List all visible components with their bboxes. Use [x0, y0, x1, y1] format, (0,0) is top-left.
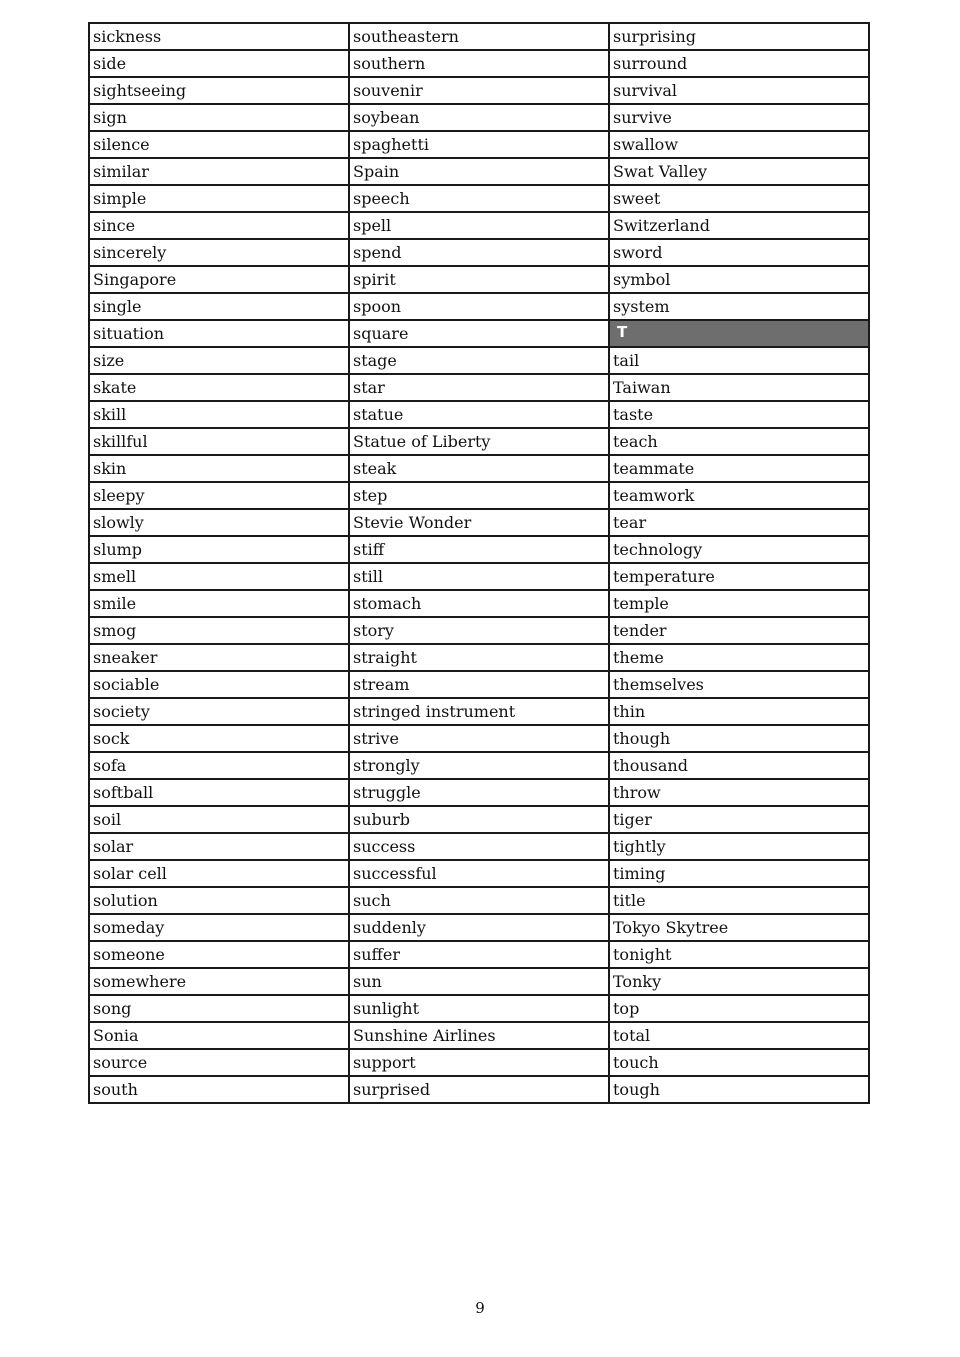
word-cell: suburb	[349, 806, 609, 833]
word-cell: Spain	[349, 158, 609, 185]
word-cell: slowly	[89, 509, 349, 536]
word-cell: such	[349, 887, 609, 914]
table-row	[89, 455, 869, 482]
word-cell: southeastern	[349, 23, 609, 50]
table-row	[89, 1022, 869, 1049]
word-cell: throw	[609, 779, 869, 806]
table-row	[89, 995, 869, 1022]
word-cell: sword	[609, 239, 869, 266]
word-cell: skin	[89, 455, 349, 482]
word-cell: thousand	[609, 752, 869, 779]
word-cell: sleepy	[89, 482, 349, 509]
word-cell: themselves	[609, 671, 869, 698]
word-cell: skate	[89, 374, 349, 401]
word-cell: slump	[89, 536, 349, 563]
word-cell: sweet	[609, 185, 869, 212]
word-cell: stiff	[349, 536, 609, 563]
table-row	[89, 212, 869, 239]
table-row	[89, 374, 869, 401]
word-cell: stringed instrument	[349, 698, 609, 725]
table-row	[89, 158, 869, 185]
table-row	[89, 779, 869, 806]
word-cell: temple	[609, 590, 869, 617]
word-cell: sunlight	[349, 995, 609, 1022]
word-cell: success	[349, 833, 609, 860]
table-row	[89, 860, 869, 887]
word-cell: stomach	[349, 590, 609, 617]
word-cell: strive	[349, 725, 609, 752]
table-row	[89, 833, 869, 860]
word-cell: suddenly	[349, 914, 609, 941]
word-cell: still	[349, 563, 609, 590]
word-cell: taste	[609, 401, 869, 428]
word-cell: sofa	[89, 752, 349, 779]
word-cell: surprising	[609, 23, 869, 50]
word-cell: tightly	[609, 833, 869, 860]
table-row	[89, 1076, 869, 1103]
word-cell: sociable	[89, 671, 349, 698]
word-cell: soil	[89, 806, 349, 833]
word-cell: soybean	[349, 104, 609, 131]
word-cell: total	[609, 1022, 869, 1049]
table-row	[89, 698, 869, 725]
word-cell: side	[89, 50, 349, 77]
table-row	[89, 428, 869, 455]
word-cell: smog	[89, 617, 349, 644]
table-row	[89, 914, 869, 941]
table-row	[89, 131, 869, 158]
word-cell: surround	[609, 50, 869, 77]
word-cell: teach	[609, 428, 869, 455]
table-row	[89, 671, 869, 698]
word-cell: spell	[349, 212, 609, 239]
word-cell: surprised	[349, 1076, 609, 1103]
word-cell: Sonia	[89, 1022, 349, 1049]
word-cell: sincerely	[89, 239, 349, 266]
word-cell: strongly	[349, 752, 609, 779]
table-row	[89, 347, 869, 374]
word-cell: solution	[89, 887, 349, 914]
word-cell: survival	[609, 77, 869, 104]
word-cell: title	[609, 887, 869, 914]
word-cell: step	[349, 482, 609, 509]
word-cell: statue	[349, 401, 609, 428]
word-cell: Stevie Wonder	[349, 509, 609, 536]
word-cell: touch	[609, 1049, 869, 1076]
word-cell: southern	[349, 50, 609, 77]
word-cell: simple	[89, 185, 349, 212]
word-cell: Swat Valley	[609, 158, 869, 185]
vocabulary-rows	[89, 23, 869, 1103]
word-cell: successful	[349, 860, 609, 887]
word-cell: solar	[89, 833, 349, 860]
word-cell: star	[349, 374, 609, 401]
word-cell: sightseeing	[89, 77, 349, 104]
word-cell: speech	[349, 185, 609, 212]
word-cell: teamwork	[609, 482, 869, 509]
word-cell: theme	[609, 644, 869, 671]
vocabulary-table	[88, 22, 870, 1104]
table-row	[89, 968, 869, 995]
word-cell: top	[609, 995, 869, 1022]
word-cell: steak	[349, 455, 609, 482]
word-cell: Sunshine Airlines	[349, 1022, 609, 1049]
word-cell: tiger	[609, 806, 869, 833]
word-cell: softball	[89, 779, 349, 806]
word-cell: thin	[609, 698, 869, 725]
word-cell: tail	[609, 347, 869, 374]
table-row	[89, 806, 869, 833]
word-cell: symbol	[609, 266, 869, 293]
page-number: 9	[475, 1299, 485, 1317]
word-cell: tear	[609, 509, 869, 536]
table-row	[89, 536, 869, 563]
table-row	[89, 887, 869, 914]
word-cell: stream	[349, 671, 609, 698]
word-cell: temperature	[609, 563, 869, 590]
word-cell: though	[609, 725, 869, 752]
word-cell: someday	[89, 914, 349, 941]
word-cell: single	[89, 293, 349, 320]
word-cell: someone	[89, 941, 349, 968]
word-cell: swallow	[609, 131, 869, 158]
word-cell: sock	[89, 725, 349, 752]
table-row	[89, 617, 869, 644]
word-cell: tender	[609, 617, 869, 644]
word-cell: system	[609, 293, 869, 320]
table-row	[89, 590, 869, 617]
table-row	[89, 725, 869, 752]
word-cell: spoon	[349, 293, 609, 320]
word-cell: timing	[609, 860, 869, 887]
table-row	[89, 50, 869, 77]
word-cell: stage	[349, 347, 609, 374]
word-cell: square	[349, 320, 609, 347]
word-cell: similar	[89, 158, 349, 185]
word-cell: source	[89, 1049, 349, 1076]
word-cell: sign	[89, 104, 349, 131]
word-cell: spend	[349, 239, 609, 266]
word-cell: straight	[349, 644, 609, 671]
table-row	[89, 509, 869, 536]
word-cell: society	[89, 698, 349, 725]
word-cell: since	[89, 212, 349, 239]
word-cell: spirit	[349, 266, 609, 293]
table-row	[89, 77, 869, 104]
word-cell: sickness	[89, 23, 349, 50]
word-cell: song	[89, 995, 349, 1022]
table-row	[89, 266, 869, 293]
word-cell: somewhere	[89, 968, 349, 995]
word-cell: south	[89, 1076, 349, 1103]
word-cell: tonight	[609, 941, 869, 968]
table-row	[89, 1049, 869, 1076]
table-row	[89, 941, 869, 968]
word-cell: sneaker	[89, 644, 349, 671]
table-row	[89, 320, 869, 347]
word-cell: Singapore	[89, 266, 349, 293]
table-row	[89, 293, 869, 320]
word-cell: Switzerland	[609, 212, 869, 239]
word-cell: technology	[609, 536, 869, 563]
word-cell: story	[349, 617, 609, 644]
table-row	[89, 752, 869, 779]
word-cell: suffer	[349, 941, 609, 968]
word-cell: Taiwan	[609, 374, 869, 401]
table-row	[89, 563, 869, 590]
section-header-cell: T	[609, 320, 869, 347]
word-cell: survive	[609, 104, 869, 131]
word-cell: souvenir	[349, 77, 609, 104]
table-row	[89, 185, 869, 212]
word-cell: sun	[349, 968, 609, 995]
table-row	[89, 644, 869, 671]
word-cell: situation	[89, 320, 349, 347]
word-cell: smile	[89, 590, 349, 617]
word-cell: smell	[89, 563, 349, 590]
word-cell: silence	[89, 131, 349, 158]
table-row	[89, 104, 869, 131]
word-cell: size	[89, 347, 349, 374]
table-row	[89, 482, 869, 509]
word-cell: support	[349, 1049, 609, 1076]
word-cell: Statue of Liberty	[349, 428, 609, 455]
word-cell: Tokyo Skytree	[609, 914, 869, 941]
word-cell: skillful	[89, 428, 349, 455]
table-row	[89, 23, 869, 50]
word-cell: skill	[89, 401, 349, 428]
word-cell: Tonky	[609, 968, 869, 995]
table-row	[89, 401, 869, 428]
word-cell: tough	[609, 1076, 869, 1103]
word-cell: spaghetti	[349, 131, 609, 158]
table-row	[89, 239, 869, 266]
word-cell: solar cell	[89, 860, 349, 887]
word-cell: teammate	[609, 455, 869, 482]
word-cell: struggle	[349, 779, 609, 806]
